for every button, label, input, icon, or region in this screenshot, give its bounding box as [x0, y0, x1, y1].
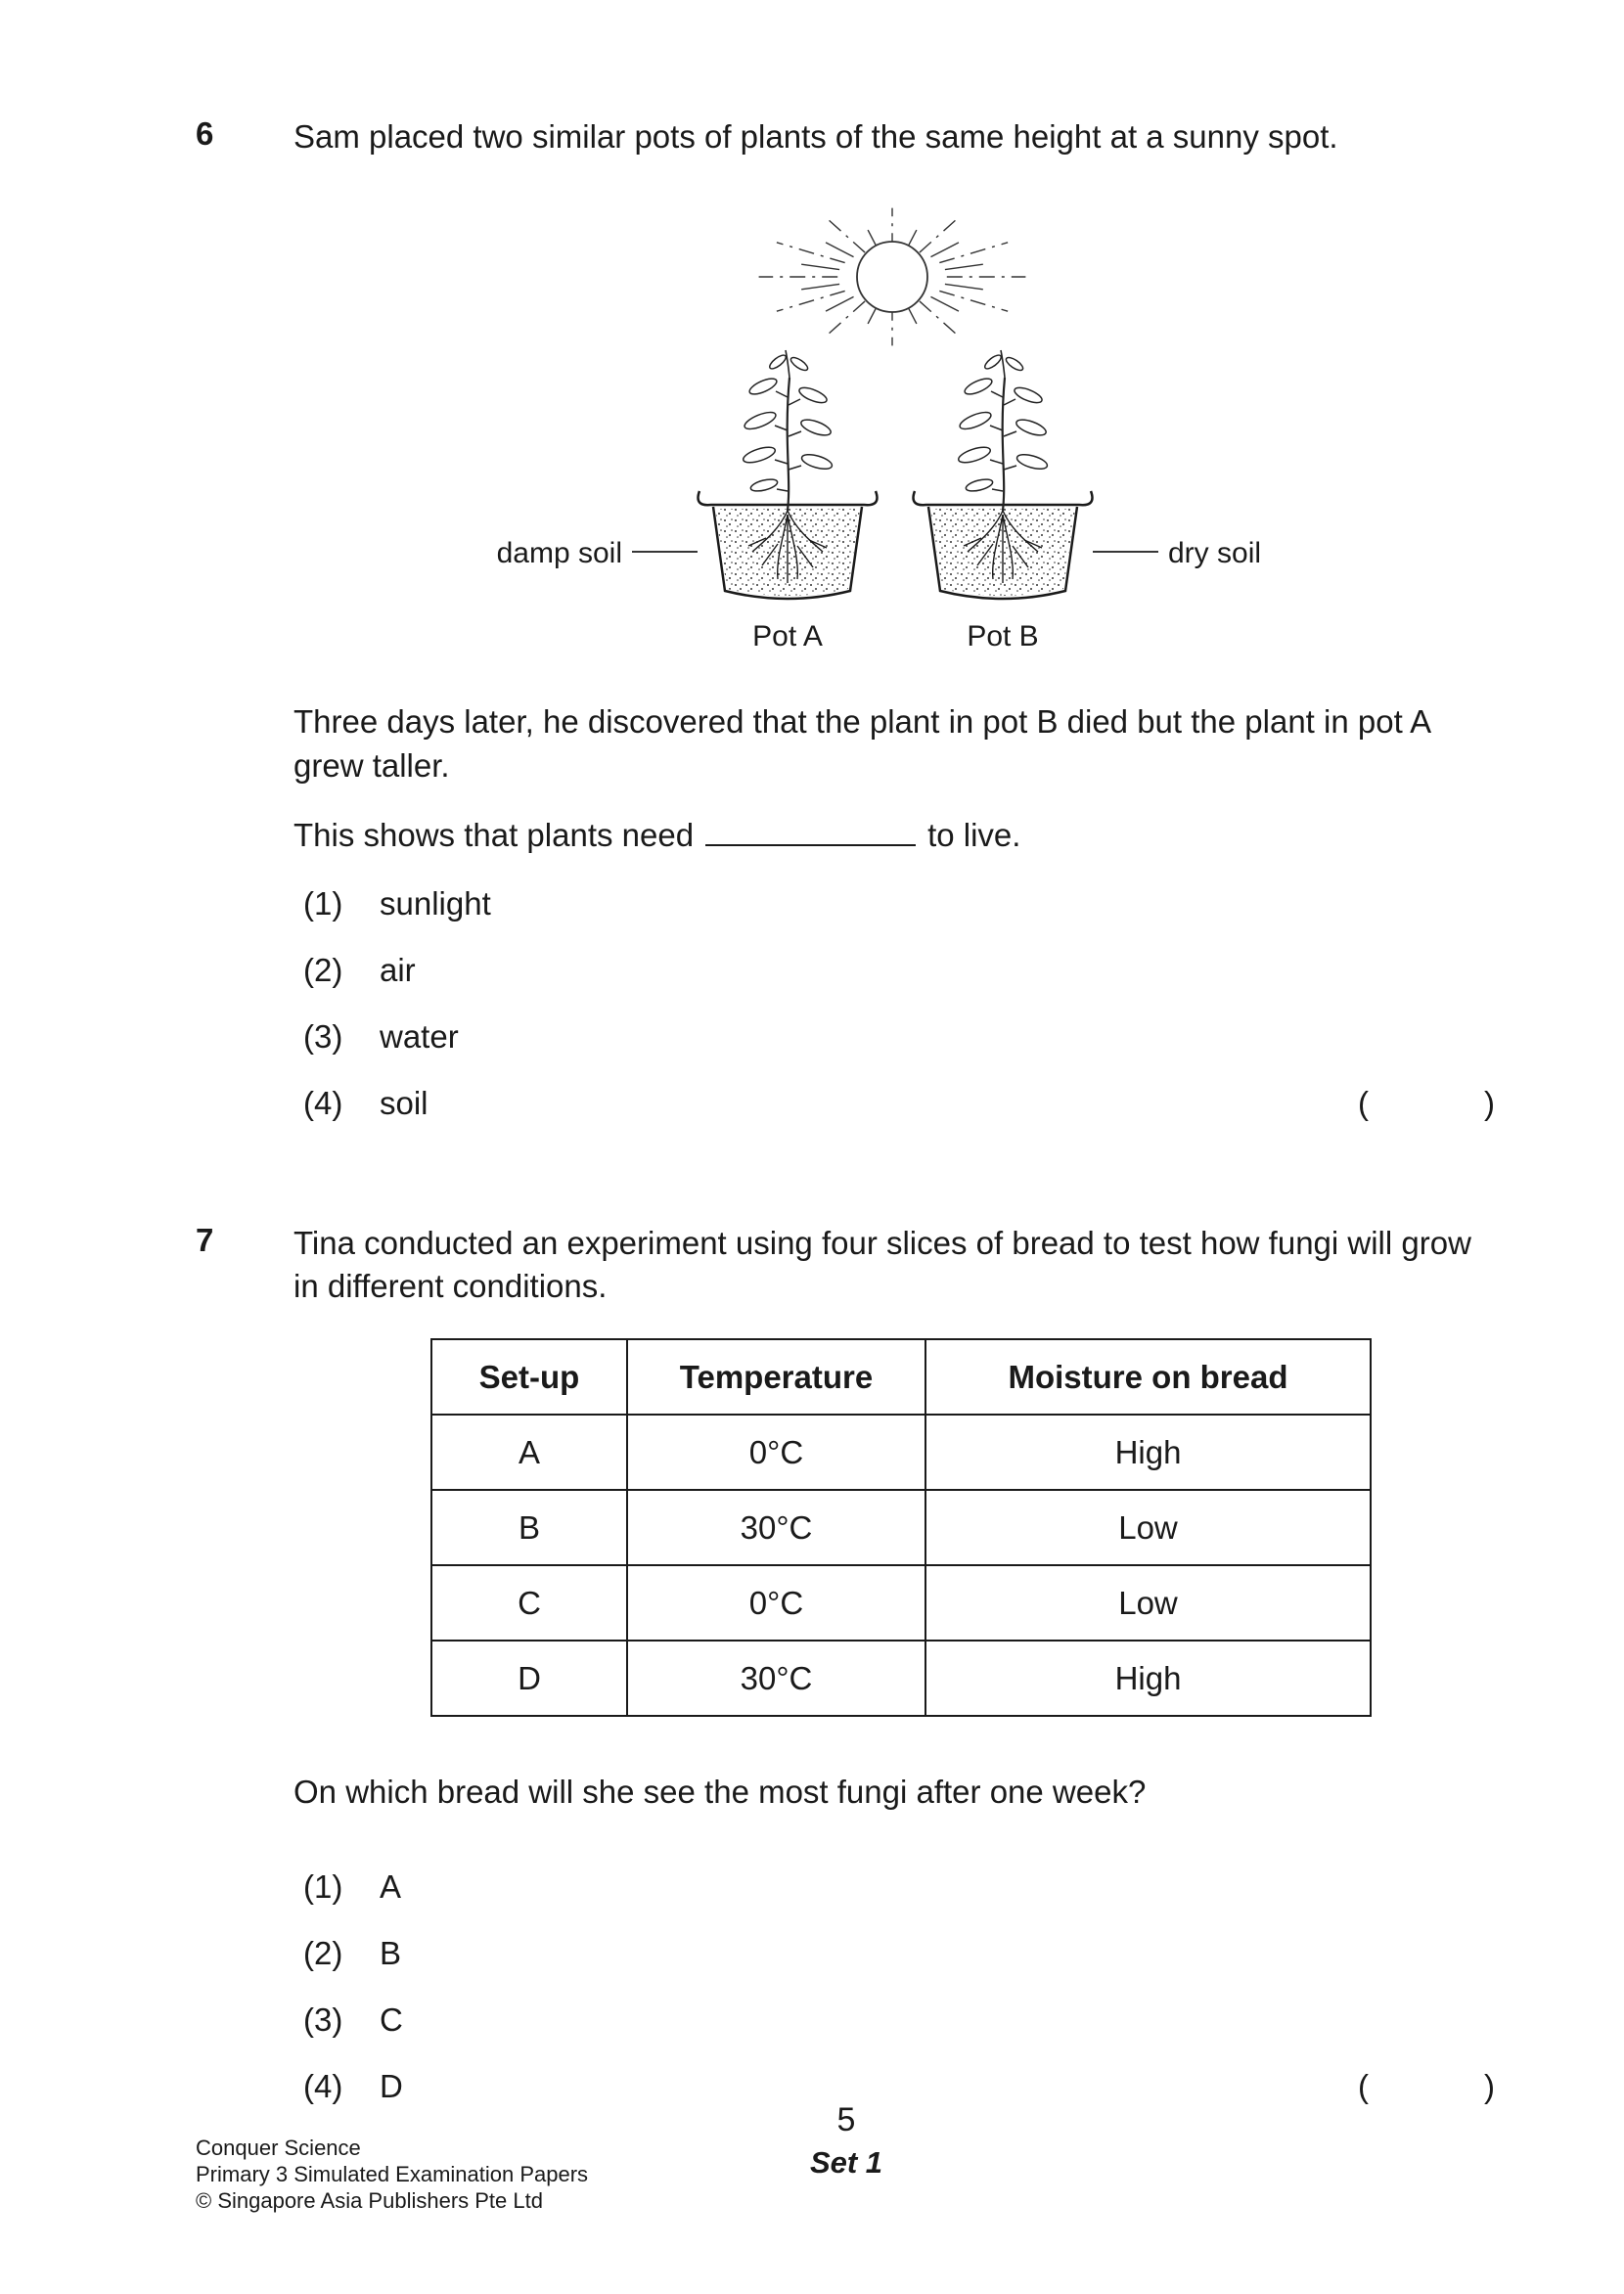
question-7-section — [196, 1222, 1497, 2113]
q7-table — [430, 1338, 1372, 1717]
table-row — [431, 1415, 1371, 1490]
bracket-open: ( — [1358, 2068, 1369, 2105]
option-label: D — [380, 2068, 403, 2105]
q6-options — [303, 885, 1497, 1129]
option-label: water — [380, 1017, 459, 1055]
set-label: Set 1 — [809, 2145, 883, 2180]
table-header-cell: Moisture on bread — [925, 1339, 1371, 1415]
footer-publisher-block — [196, 2136, 588, 2214]
table-header-cell: Temperature — [627, 1339, 925, 1415]
table-header-cell: Set-up — [431, 1339, 627, 1415]
footer-page-block — [810, 2101, 882, 2181]
damp-soil-label: damp soil — [496, 536, 622, 569]
table-cell: B — [431, 1490, 627, 1565]
q6-fill-after: to live. — [927, 816, 1021, 853]
dry-soil-label: dry soil — [1168, 536, 1262, 569]
option-number: (3) — [303, 2002, 343, 2039]
table-cell: Low — [925, 1490, 1371, 1565]
question-6-stem: Sam placed two similar pots of plants of the same height at a sunny spot. — [293, 118, 1338, 155]
sun-icon — [759, 207, 1026, 345]
option-row — [303, 1085, 1497, 1129]
q6-fill-before: This shows that plants need — [293, 816, 695, 853]
question-7-number: 7 — [196, 1221, 214, 1258]
table-cell: 30°C — [627, 1490, 925, 1565]
table-cell: 0°C — [627, 1565, 925, 1641]
option-row — [303, 952, 1497, 996]
option-row — [303, 1018, 1497, 1062]
fill-in-blank — [705, 844, 916, 846]
footer-line-1: Conquer Science — [196, 2136, 361, 2160]
question-7-stem: Tina conducted an experiment using four slices of bread to test how fungi will grow in different conditions. — [293, 1224, 1471, 1305]
bracket-close: ) — [1484, 1084, 1495, 1121]
table-cell: 0°C — [627, 1415, 925, 1490]
plants-experiment-illustration — [489, 184, 1262, 663]
option-label: air — [380, 951, 416, 988]
question-6-number: 6 — [196, 115, 214, 152]
option-row — [303, 2002, 1497, 2046]
answer-bracket — [1358, 1085, 1495, 1122]
pot-a-plant — [699, 350, 878, 599]
table-row — [431, 1565, 1371, 1641]
table-cell: D — [431, 1641, 627, 1716]
footer-line-3: © Singapore Asia Publishers Pte Ltd — [196, 2187, 543, 2213]
answer-bracket — [1358, 2068, 1495, 2105]
bracket-close: ) — [1484, 2068, 1495, 2105]
question-7 — [196, 1222, 1497, 1310]
option-label: A — [380, 1868, 402, 1906]
page-number: 5 — [836, 2101, 856, 2138]
option-row — [303, 1935, 1497, 1979]
table-cell: C — [431, 1565, 627, 1641]
option-number: (3) — [303, 1017, 343, 1055]
table-cell: 30°C — [627, 1641, 925, 1716]
table-row — [431, 1641, 1371, 1716]
table-cell: High — [925, 1641, 1371, 1716]
footer-line-2: Primary 3 Simulated Examination Papers — [196, 2161, 589, 2186]
option-row — [303, 2068, 1497, 2112]
option-label: C — [380, 2002, 403, 2039]
table-row — [431, 1490, 1371, 1565]
table-cell: A — [431, 1415, 627, 1490]
option-number: (2) — [303, 1935, 343, 1972]
q6-paragraph: Three days later, he discovered that the plant in pot B died but the plant in pot A grew taller. — [293, 702, 1430, 784]
option-label: B — [380, 1935, 402, 1972]
table-cell: Low — [925, 1565, 1371, 1641]
option-number: (4) — [303, 2068, 343, 2105]
q6-fill-sentence — [293, 814, 1497, 858]
option-label: soil — [380, 1084, 429, 1121]
option-row — [303, 885, 1497, 929]
option-number: (1) — [303, 1868, 343, 1906]
option-label: sunlight — [380, 884, 491, 922]
table-cell: High — [925, 1415, 1371, 1490]
q7-options — [303, 1868, 1497, 2112]
question-6 — [196, 115, 1497, 159]
bracket-open: ( — [1358, 1084, 1369, 1121]
option-number: (1) — [303, 884, 343, 922]
option-number: (4) — [303, 1084, 343, 1121]
q7-question: On which bread will she see the most fungi after one week? — [293, 1774, 1147, 1811]
q6-figure — [489, 184, 1497, 671]
pot-b-label: Pot B — [967, 619, 1039, 652]
table-header-row — [431, 1339, 1371, 1415]
option-row — [303, 1868, 1497, 1912]
pot-a-label: Pot A — [752, 619, 823, 652]
pot-b-plant — [914, 350, 1093, 599]
option-number: (2) — [303, 951, 343, 988]
